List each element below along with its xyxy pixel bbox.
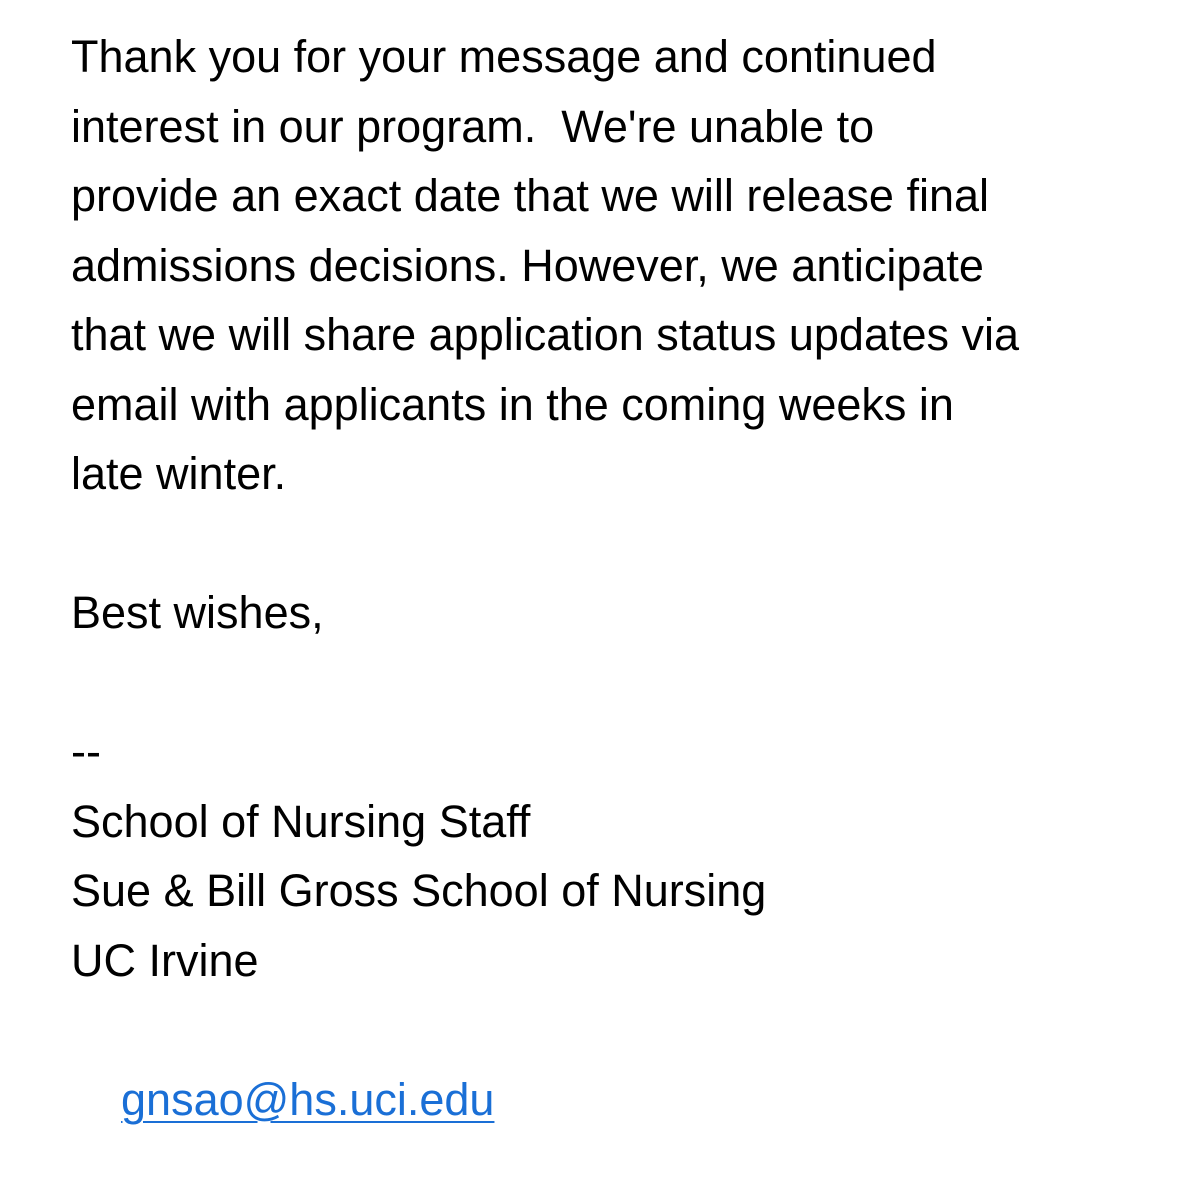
signature-university: UC Irvine (71, 934, 259, 986)
message-line: email with applicants in the coming weeks in (71, 378, 954, 430)
message-line: admissions decisions. However, we anticipate (71, 239, 984, 291)
closing-text: Best wishes, (71, 587, 324, 638)
message-line: interest in our program. We're unable to (71, 100, 875, 152)
email-message-body (71, 22, 1171, 1125)
signature-school: Sue & Bill Gross School of Nursing (71, 865, 767, 916)
signature-separator: -- (71, 726, 101, 777)
signature-email-line (71, 995, 1171, 1125)
message-line: Thank you for your message and continued (71, 31, 937, 82)
message-line: provide an exact date that we will release final (71, 170, 990, 221)
signature-name: School of Nursing Staff (71, 795, 531, 847)
blank-line (71, 648, 1171, 718)
email-link[interactable]: gnsao@hs.uci.edu (121, 1073, 495, 1125)
message-line: that we will share application status updates via (71, 309, 1020, 360)
message-line: late winter. (71, 448, 287, 499)
blank-line (71, 509, 1171, 579)
